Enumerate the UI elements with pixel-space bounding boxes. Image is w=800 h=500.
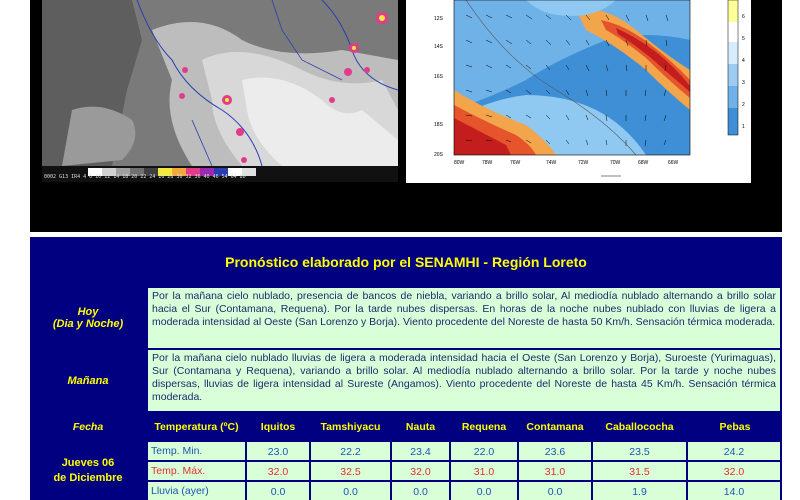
header-iquitos: Iquitos xyxy=(260,420,296,433)
cell-nauta-min: 23.4 xyxy=(392,442,449,460)
row-label-rain: Lluvia (ayer) xyxy=(148,482,245,500)
header-temperatura: Temperatura (ºC) xyxy=(154,420,239,433)
x-tick: 66W xyxy=(668,160,679,166)
cell-contamana-rain: 0.0 xyxy=(519,482,591,500)
cell-iquitos-max: 32.0 xyxy=(247,462,309,480)
cell-nauta-max: 32.0 xyxy=(392,462,449,480)
y-tick: 16S xyxy=(434,74,443,80)
report-title: Pronóstico elaborado por el SENAMHI - Región Loreto xyxy=(225,254,587,270)
color-scale-bar xyxy=(42,166,398,182)
cell-pebas-min: 24.2 xyxy=(688,442,780,460)
cell-requena-max: 31.0 xyxy=(451,462,517,480)
tomorrow-forecast-text: Por la mañana cielo nublado lluvias de ligera a moderada intensidad hacia el Oeste (San Lorenzo y Borja), Suroeste (Yurimaguas), Sur (Contamana y Requena), variando a brillo solar. Al mediodía nublado alternando a brillo solar. Por la tarde y noche nubes dispersas, lluvias de ligera intensidad al Sureste (Angamos). Viento procedente del Noreste de hasta 45 Km/h. Sensación térmica moderada. xyxy=(148,350,780,411)
satellite-cloud-map xyxy=(42,0,398,166)
header-fecha: Fecha xyxy=(72,420,104,433)
header-contamana: Contamana xyxy=(526,420,584,433)
forecast-date: Jueves 06 de Diciembre xyxy=(53,457,123,484)
cell-requena-rain: 0.0 xyxy=(451,482,517,500)
header-pebas: Pebas xyxy=(719,420,751,433)
y-tick: 20S xyxy=(434,152,443,158)
x-tick: 80W xyxy=(454,160,465,166)
cell-iquitos-min: 23.0 xyxy=(247,442,309,460)
cell-contamana-max: 31.0 xyxy=(519,462,591,480)
report-title-bar xyxy=(30,237,782,287)
cell-pebas-max: 32.0 xyxy=(688,462,780,480)
cell-caballococha-max: 31.5 xyxy=(593,462,686,480)
colorbar-tick: 3 xyxy=(742,80,745,86)
tomorrow-label: Mañana xyxy=(67,374,109,387)
x-tick: 78W xyxy=(482,160,493,166)
forecast-report xyxy=(30,237,782,500)
today-label: Hoy (Dia y Noche) xyxy=(52,306,124,330)
map-colorbar xyxy=(728,0,738,135)
y-tick: 18S xyxy=(434,122,443,128)
cell-tamshiyacu-max: 32.5 xyxy=(311,462,390,480)
wind-map-svg xyxy=(406,0,751,183)
header-nauta: Nauta xyxy=(405,420,436,433)
row-label-temp-min: Temp. Min. xyxy=(148,442,245,460)
colorbar-tick: 5 xyxy=(742,36,745,42)
x-tick: 70W xyxy=(610,160,621,166)
y-tick: 12S xyxy=(434,16,443,22)
today-forecast-text: Por la mañana cielo nublado, presencia de bancos de niebla, variando a brillo solar, Al mediodía nublado alternando a brillo solar hacia el Sur (Contamana, Requena). Por la tarde nubes dispersas. En horas de la noche nubes nublado con lluvias de ligera a moderada intensidad al Oeste (San Lorenzo y Borja). Viento procedente del Noreste de hasta 50 Km/h. Sensación térmica moderada. xyxy=(148,288,780,348)
x-tick: 76W xyxy=(510,160,521,166)
y-tick: 14S xyxy=(434,44,443,50)
satellite-image xyxy=(42,0,398,182)
colorbar-tick: 1 xyxy=(742,124,745,130)
x-tick: 74W xyxy=(546,160,557,166)
cell-caballococha-min: 23.5 xyxy=(593,442,686,460)
wind-anomaly-map xyxy=(406,0,751,183)
cell-nauta-rain: 0.0 xyxy=(392,482,449,500)
colorbar-tick: 4 xyxy=(742,58,745,64)
colorbar-tick: 2 xyxy=(742,102,745,108)
colorbar-tick: 6 xyxy=(742,14,745,20)
header-tamshiyacu: Tamshiyacu xyxy=(320,420,381,433)
cell-contamana-min: 23.6 xyxy=(519,442,591,460)
cell-iquitos-rain: 0.0 xyxy=(247,482,309,500)
x-tick: 68W xyxy=(638,160,649,166)
header-caballococha: Caballococha xyxy=(605,420,674,433)
cell-requena-min: 22.0 xyxy=(451,442,517,460)
header-requena: Requena xyxy=(461,420,507,433)
x-tick: 72W xyxy=(578,160,589,166)
scale-labels: 0002 G13 IR4 4 6 10 12 14 18 20 22 24 26 28 30 32 36 40 46 54 64 80 xyxy=(44,174,246,180)
cell-tamshiyacu-min: 22.2 xyxy=(311,442,390,460)
cell-caballococha-rain: 1.9 xyxy=(593,482,686,500)
row-label-temp-max: Temp. Máx. xyxy=(148,462,245,480)
cell-tamshiyacu-rain: 0.0 xyxy=(311,482,390,500)
cell-pebas-rain: 14.0 xyxy=(688,482,780,500)
